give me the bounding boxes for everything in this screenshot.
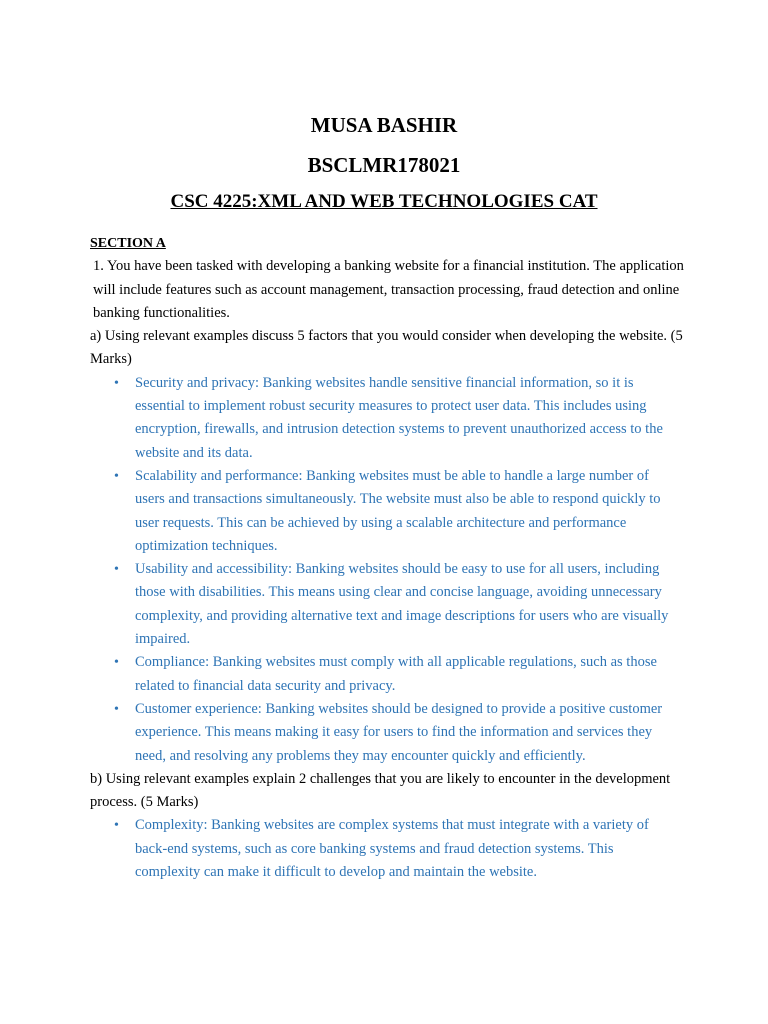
section-heading: SECTION A: [90, 236, 166, 251]
bullet-icon: •: [114, 562, 119, 578]
answer-a-2: Scalability and performance: Banking websites must be able to handle a large number of users and transactions simultaneously. The website must also be able to respond quickly to user requests. This can be achieved by using a scalable architecture and performance optimization techniques.: [135, 467, 661, 554]
list-item: [90, 465, 690, 558]
bullet-icon: •: [114, 655, 119, 671]
answer-a-1: Security and privacy: Banking websites handle sensitive financial information, so it is essential to implement robust security measures to protect user data. This includes using encryption, firewalls, and intrusion detection systems to prevent unauthorized access to the website and its data.: [135, 374, 663, 461]
answers-a-list: [90, 372, 690, 768]
bullet-icon: •: [114, 818, 119, 834]
list-item: [90, 651, 690, 698]
answer-b-1: Complexity: Banking websites are complex systems that must integrate with a variety of back-end systems, such as core banking systems and fraud detection systems. This complexity can make it difficult to develop and maintain the website.: [135, 817, 649, 881]
list-item: [90, 814, 690, 884]
list-item: [90, 698, 690, 768]
question-b: b) Using relevant examples explain 2 challenges that you are likely to encounter in the development process. (5 Marks): [90, 770, 671, 811]
question-intro: 1. You have been tasked with developing a banking website for a financial institution. The application will include features such as account management, transaction processing, fraud detection and online banking functionalities.: [93, 258, 684, 321]
question-a: a) Using relevant examples discuss 5 factors that you would consider when developing the website. (5 Marks): [90, 328, 683, 368]
bullet-icon: •: [114, 701, 119, 717]
bullet-icon: •: [114, 375, 119, 391]
student-name: MUSA BASHIR: [310, 113, 458, 137]
course-title: CSC 4225:XML AND WEB TECHNOLOGIES CAT: [170, 191, 598, 212]
answer-a-5: Customer experience: Banking websites should be designed to provide a positive customer experience. This means making it easy for users to find the information and services they need, and resolving any problems they may encounter quickly and efficiently.: [135, 700, 663, 764]
answer-a-3: Usability and accessibility: Banking websites should be easy to use for all users, including those with disabilities. This means using clear and concise language, avoiding unnecessary complexity, and providing alternative text and image descriptions for users who are visually impaired.: [135, 561, 669, 648]
bullet-icon: •: [114, 468, 119, 484]
list-item: [90, 558, 690, 651]
answers-b-list: [90, 814, 690, 884]
answer-a-4: Compliance: Banking websites must comply with all applicable regulations, such as those related to financial data security and privacy.: [135, 654, 657, 694]
registration-number: BSCLMR178021: [307, 153, 461, 177]
list-item: [90, 372, 690, 465]
document-body: [90, 232, 690, 884]
